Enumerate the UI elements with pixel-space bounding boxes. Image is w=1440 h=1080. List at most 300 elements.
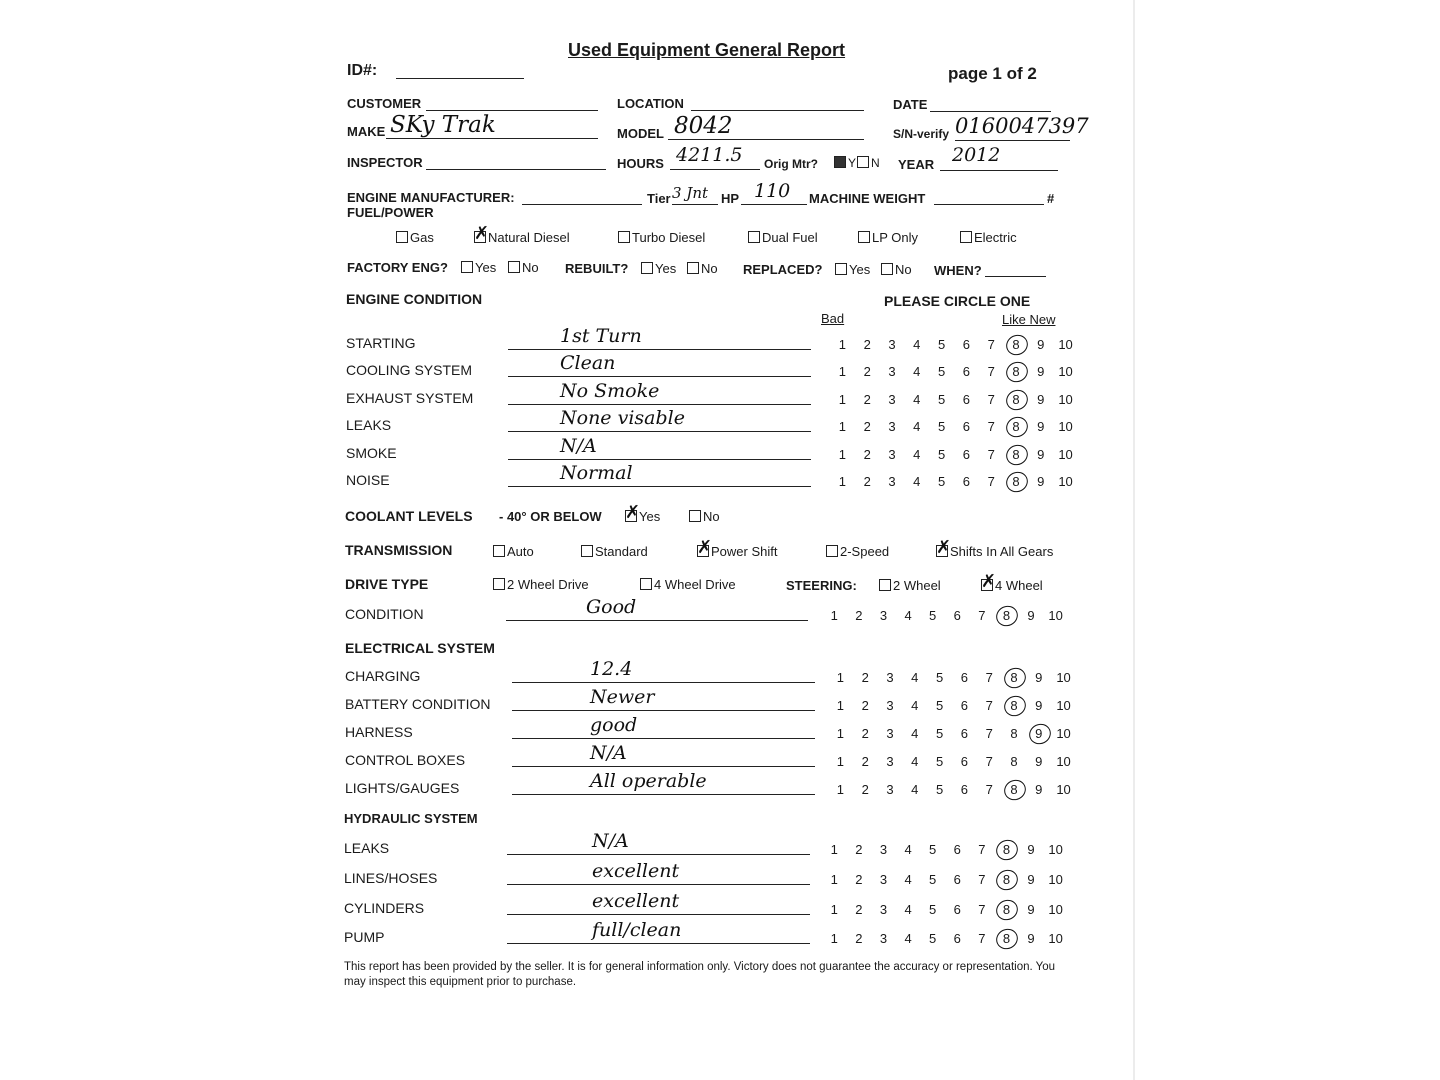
fuel-option-electric[interactable] <box>960 230 1017 245</box>
rating-option[interactable]: 3 <box>886 782 894 797</box>
rating-option[interactable]: 7 <box>987 392 995 407</box>
row-note-cooling-system: Clean <box>560 352 616 374</box>
row-note-field-leaks[interactable] <box>508 431 811 432</box>
rating-option[interactable]: 2 <box>861 670 869 685</box>
rating-option[interactable]: 9 <box>1037 474 1045 489</box>
rating-option[interactable]: 4 <box>911 782 919 797</box>
rebuilt-no[interactable] <box>687 261 718 276</box>
sn-value: 0160047397 <box>955 114 1089 138</box>
rating-option[interactable]: 8 <box>1004 337 1029 352</box>
rating-option[interactable]: 5 <box>935 782 944 797</box>
factory-eng-no[interactable] <box>508 260 539 275</box>
electrical-system-heading: ELECTRICAL SYSTEM <box>345 640 495 656</box>
rating-option[interactable]: 7 <box>987 337 995 352</box>
rating-option[interactable]: 3 <box>879 872 888 887</box>
rating-option[interactable]: 5 <box>937 392 946 407</box>
row-note-field-harness[interactable] <box>512 738 815 739</box>
rating-option[interactable]: 1 <box>836 698 845 713</box>
fuel-option-natural-diesel-checkbox[interactable] <box>474 231 486 243</box>
rating-option[interactable]: 5 <box>937 474 946 489</box>
fuel-option-gas-checkbox[interactable] <box>396 231 408 243</box>
rating-option[interactable]: 10 <box>1058 419 1073 434</box>
inspector-label: INSPECTOR <box>347 155 423 170</box>
rating-option[interactable]: 6 <box>960 754 968 769</box>
row-note-noise: Normal <box>560 462 633 484</box>
rating-option[interactable]: 9 <box>1037 337 1045 352</box>
rating-option[interactable]: 2 <box>863 364 871 379</box>
make-value: SKy Trak <box>390 112 496 138</box>
transmission-option-power-shift[interactable] <box>697 544 777 559</box>
rating-option[interactable]: 9 <box>1027 902 1035 917</box>
row-note-control-boxes: N/A <box>590 742 627 764</box>
fuel-option-dual-fuel-checkbox[interactable] <box>748 231 760 243</box>
rating-option[interactable]: 8 <box>1004 364 1029 379</box>
row-label-starting: STARTING <box>346 335 416 351</box>
rating-option[interactable]: 4 <box>904 842 912 857</box>
rating-option[interactable]: 8 <box>994 842 1019 857</box>
transmission-option-shifts-in-all-gears-text: Shifts In All Gears <box>950 544 1054 559</box>
rating-option[interactable]: 9 <box>1027 872 1035 887</box>
rating-option[interactable]: 5 <box>929 931 937 946</box>
rating-option[interactable]: 2 <box>861 754 869 769</box>
row-note-field-control-boxes[interactable] <box>512 766 815 767</box>
steering-option-2-wheel[interactable] <box>879 578 941 593</box>
rating-option[interactable]: 4 <box>913 419 921 434</box>
rating-option[interactable]: 6 <box>962 392 970 407</box>
rating-option[interactable]: 7 <box>987 364 995 379</box>
rating-option[interactable]: 6 <box>953 931 961 946</box>
transmission-option-shifts-in-all-gears-checkbox[interactable] <box>936 545 948 557</box>
row-label-smoke: SMOKE <box>346 445 397 461</box>
row-note-field-cylinders[interactable] <box>507 914 810 915</box>
rating-option[interactable]: 8 <box>994 872 1019 887</box>
rating-option[interactable]: 7 <box>985 726 993 741</box>
rating-option[interactable]: 7 <box>978 608 986 623</box>
rating-option[interactable]: 5 <box>937 364 946 379</box>
rating-option[interactable]: 10 <box>1048 902 1063 917</box>
rating-option[interactable]: 9 <box>1027 608 1035 623</box>
rating-option[interactable]: 1 <box>838 447 847 462</box>
rating-option[interactable]: 10 <box>1056 754 1071 769</box>
rating-option[interactable]: 7 <box>978 842 986 857</box>
rating-option[interactable]: 2 <box>855 608 863 623</box>
fuel-option-lp-only[interactable] <box>858 230 918 245</box>
orig-mtr-no[interactable] <box>857 156 880 170</box>
orig-mtr-label: Orig Mtr? <box>764 157 818 171</box>
rating-option[interactable]: 9 <box>1027 931 1035 946</box>
hydraulic-system-heading: HYDRAULIC SYSTEM <box>344 811 478 826</box>
rating-option[interactable]: 5 <box>929 608 937 623</box>
replaced-no[interactable] <box>881 262 912 277</box>
row-note-pump: full/clean <box>592 919 682 941</box>
transmission-option-auto[interactable] <box>493 544 534 559</box>
rating-option[interactable]: 6 <box>962 419 970 434</box>
rating-option[interactable]: 1 <box>838 474 847 489</box>
rating-option[interactable]: 2 <box>855 842 863 857</box>
coolant-no-checkbox[interactable] <box>689 510 701 522</box>
engine-manufacturer-field[interactable] <box>522 204 642 205</box>
rating-option[interactable]: 1 <box>830 872 838 887</box>
rating-option[interactable]: 8 <box>1002 782 1027 797</box>
rating-option[interactable]: 2 <box>863 419 871 434</box>
rating-option[interactable]: 8 <box>1002 670 1027 685</box>
rating-option[interactable]: 5 <box>935 754 944 769</box>
transmission-option-standard-text: Standard <box>595 544 648 559</box>
rating-option[interactable]: 6 <box>953 872 961 887</box>
rating-option[interactable]: 1 <box>836 670 845 685</box>
rating-option[interactable]: 4 <box>913 447 921 462</box>
rating-option[interactable]: 1 <box>838 392 847 407</box>
rating-option[interactable]: 10 <box>1048 931 1063 946</box>
rating-option[interactable]: 4 <box>911 726 919 741</box>
rating-option[interactable]: 10 <box>1056 782 1071 797</box>
drive-option-4-wheel-drive-text: 4 Wheel Drive <box>654 577 736 592</box>
rating-option[interactable]: 9 <box>1037 364 1045 379</box>
steering-option-4-wheel-checkbox[interactable] <box>981 579 993 591</box>
drive-option-4-wheel-drive[interactable] <box>640 577 736 592</box>
rating-option[interactable]: 8 <box>1002 698 1027 713</box>
rating-option[interactable]: 9 <box>1027 842 1035 857</box>
hp-field[interactable] <box>741 204 807 205</box>
rating-scale-charging <box>828 670 1076 685</box>
rating-scale-starting <box>830 337 1078 352</box>
rating-option[interactable]: 6 <box>960 726 968 741</box>
customer-field[interactable] <box>426 110 598 111</box>
rating-option[interactable]: 8 <box>994 931 1019 946</box>
row-note-field-condition[interactable] <box>506 620 808 621</box>
fuel-option-lp-only-text: LP Only <box>872 230 919 245</box>
factory-eng-no-checkbox[interactable] <box>508 261 520 273</box>
rating-option[interactable]: 9 <box>1026 726 1051 741</box>
fuel-option-turbo-diesel-checkbox[interactable] <box>618 231 630 243</box>
year-value: 2012 <box>952 144 1001 166</box>
rating-option[interactable]: 6 <box>962 447 970 462</box>
rating-option[interactable]: 1 <box>836 754 845 769</box>
rating-option[interactable]: 7 <box>985 698 993 713</box>
rating-option[interactable]: 10 <box>1048 608 1063 623</box>
rating-scale-leaks <box>822 842 1068 857</box>
replaced-yes-checkbox[interactable] <box>835 263 847 275</box>
coolant-no[interactable] <box>689 509 720 524</box>
row-note-field-charging[interactable] <box>512 682 815 683</box>
rating-option[interactable]: 3 <box>879 608 888 623</box>
row-note-smoke: N/A <box>560 435 597 457</box>
factory-eng-yes-checkbox[interactable] <box>461 261 473 273</box>
id-label: ID#: <box>347 62 378 79</box>
rating-option[interactable]: 4 <box>904 608 912 623</box>
rating-option[interactable]: 3 <box>879 931 888 946</box>
rating-option[interactable]: 6 <box>960 698 968 713</box>
rating-option[interactable]: 3 <box>886 754 894 769</box>
drive-option-2-wheel-drive[interactable] <box>493 577 589 592</box>
rating-option[interactable]: 9 <box>1035 670 1043 685</box>
rating-option[interactable]: 8 <box>1004 474 1029 489</box>
row-label-control-boxes: CONTROL BOXES <box>345 752 466 768</box>
rating-option[interactable]: 7 <box>978 902 986 917</box>
rating-option[interactable]: 3 <box>879 902 888 917</box>
rating-option[interactable]: 6 <box>953 902 961 917</box>
model-value: 8042 <box>674 113 733 139</box>
replaced-yes[interactable] <box>835 262 870 277</box>
rating-option[interactable]: 4 <box>913 392 921 407</box>
rating-option[interactable]: 2 <box>863 447 871 462</box>
rating-scale-control-boxes <box>828 754 1076 769</box>
rating-option[interactable]: 10 <box>1058 447 1073 462</box>
steering-option-2-wheel-checkbox[interactable] <box>879 579 891 591</box>
rating-option[interactable]: 8 <box>994 902 1019 917</box>
rating-option[interactable]: 3 <box>888 447 896 462</box>
rating-option[interactable]: 6 <box>962 364 970 379</box>
rating-option[interactable]: 2 <box>863 392 871 407</box>
rating-option[interactable]: 4 <box>904 931 912 946</box>
rating-option[interactable]: 9 <box>1037 419 1045 434</box>
model-label: MODEL <box>617 126 664 141</box>
when-label: WHEN? <box>934 263 982 278</box>
rating-scale-pump <box>822 931 1068 946</box>
rating-option[interactable]: 4 <box>913 474 921 489</box>
rating-option[interactable]: 3 <box>886 670 894 685</box>
rating-option[interactable]: 5 <box>937 337 946 352</box>
transmission-option-shifts-in-all-gears[interactable] <box>936 544 1053 559</box>
steering-option-4-wheel[interactable] <box>981 578 1043 593</box>
rating-option[interactable]: 7 <box>978 872 986 887</box>
rating-option[interactable]: 6 <box>960 670 968 685</box>
inspector-field[interactable] <box>426 169 606 170</box>
drive-option-4-wheel-drive-checkbox[interactable] <box>640 578 652 590</box>
rating-option[interactable]: 8 <box>1004 392 1029 407</box>
rating-option[interactable]: 1 <box>836 726 845 741</box>
rating-option[interactable]: 2 <box>861 726 869 741</box>
id-field[interactable] <box>396 78 524 79</box>
fuel-option-natural-diesel[interactable] <box>474 230 570 245</box>
steering-option-2-wheel-text: 2 Wheel <box>893 578 941 593</box>
transmission-option-standard-checkbox[interactable] <box>581 545 593 557</box>
rating-option[interactable]: 8 <box>1010 726 1018 741</box>
rating-option[interactable]: 5 <box>929 842 937 857</box>
row-note-field-smoke[interactable] <box>508 459 811 460</box>
rating-option[interactable]: 3 <box>888 337 896 352</box>
transmission-option-auto-checkbox[interactable] <box>493 545 505 557</box>
row-note-field-leaks[interactable] <box>507 854 810 855</box>
rating-option[interactable]: 1 <box>830 931 838 946</box>
fuel-option-gas[interactable] <box>396 230 434 245</box>
rating-option[interactable]: 5 <box>937 447 946 462</box>
row-label-leaks: LEAKS <box>346 417 392 433</box>
rating-option[interactable]: 10 <box>1048 842 1063 857</box>
orig-mtr-yes-text: Y <box>848 156 857 170</box>
rating-option[interactable]: 1 <box>838 419 847 434</box>
rating-scale-smoke <box>830 447 1078 462</box>
rating-option[interactable]: 3 <box>888 419 896 434</box>
rating-option[interactable]: 10 <box>1058 474 1073 489</box>
rating-option[interactable]: 10 <box>1058 364 1073 379</box>
row-note-starting: 1st Turn <box>560 325 642 347</box>
rating-option[interactable]: 9 <box>1035 782 1043 797</box>
transmission-option-2-speed[interactable] <box>826 544 889 559</box>
transmission-option-2-speed-checkbox[interactable] <box>826 545 838 557</box>
fuel-option-gas-text: Gas <box>410 230 434 245</box>
rating-option[interactable]: 1 <box>830 842 838 857</box>
transmission-option-auto-text: Auto <box>507 544 534 559</box>
row-note-field-starting[interactable] <box>508 349 811 350</box>
rating-option[interactable]: 5 <box>929 872 937 887</box>
row-note-field-lines-hoses[interactable] <box>507 884 810 885</box>
date-field[interactable] <box>930 111 1051 112</box>
factory-eng-yes-text: Yes <box>475 260 497 275</box>
year-field[interactable] <box>940 170 1058 171</box>
rating-option[interactable]: 8 <box>994 608 1019 623</box>
when-field[interactable] <box>985 276 1046 277</box>
rating-option[interactable]: 10 <box>1056 698 1071 713</box>
rating-option[interactable]: 6 <box>953 608 961 623</box>
rating-option[interactable]: 1 <box>838 364 847 379</box>
rating-option[interactable]: 10 <box>1058 337 1073 352</box>
engine-condition-heading: ENGINE CONDITION <box>346 291 483 307</box>
row-label-lights-gauges: LIGHTS/GAUGES <box>345 780 460 796</box>
coolant-yes[interactable] <box>625 509 660 524</box>
orig-mtr-yes-checkbox[interactable] <box>834 156 846 168</box>
rating-option[interactable]: 5 <box>929 902 937 917</box>
make-field[interactable] <box>386 138 598 139</box>
model-field[interactable] <box>668 139 864 140</box>
rating-option[interactable]: 9 <box>1037 447 1045 462</box>
rating-option[interactable]: 3 <box>888 392 896 407</box>
rating-option[interactable]: 2 <box>861 698 869 713</box>
rating-option[interactable]: 1 <box>836 782 845 797</box>
rating-option[interactable]: 8 <box>1004 419 1029 434</box>
rebuilt-yes-text: Yes <box>655 261 677 276</box>
rating-option[interactable]: 2 <box>861 782 869 797</box>
sn-field[interactable] <box>955 140 1070 141</box>
rating-option[interactable]: 4 <box>904 872 912 887</box>
transmission-option-standard[interactable] <box>581 544 648 559</box>
rating-option[interactable]: 2 <box>855 931 863 946</box>
rating-option[interactable]: 10 <box>1058 392 1073 407</box>
tier-field[interactable] <box>672 204 718 205</box>
tier-label: Tier <box>647 191 671 206</box>
orig-mtr-yes[interactable] <box>834 156 856 170</box>
row-note-field-noise[interactable] <box>508 486 811 487</box>
rating-option[interactable]: 9 <box>1037 392 1045 407</box>
rating-option[interactable]: 4 <box>911 670 919 685</box>
fuel-option-electric-text: Electric <box>974 230 1017 245</box>
rating-option[interactable]: 8 <box>1004 447 1029 462</box>
rating-scale-noise <box>830 474 1078 489</box>
rating-option[interactable]: 7 <box>987 447 995 462</box>
customer-label: CUSTOMER <box>347 96 422 111</box>
rating-option[interactable]: 6 <box>960 782 968 797</box>
rating-option[interactable]: 1 <box>830 608 838 623</box>
row-note-field-battery-condition[interactable] <box>512 710 815 711</box>
fuel-option-natural-diesel-text: Natural Diesel <box>488 230 570 245</box>
rating-option[interactable]: 9 <box>1035 754 1043 769</box>
row-note-field-cooling-system[interactable] <box>508 376 811 377</box>
fuel-option-electric-checkbox[interactable] <box>960 231 972 243</box>
rating-option[interactable]: 5 <box>935 698 944 713</box>
rating-option[interactable]: 3 <box>886 726 894 741</box>
rating-option[interactable]: 3 <box>886 698 894 713</box>
fuel-option-turbo-diesel[interactable] <box>618 230 705 245</box>
rating-option[interactable]: 3 <box>879 842 888 857</box>
rating-option[interactable]: 7 <box>978 931 986 946</box>
drive-option-2-wheel-drive-text: 2 Wheel Drive <box>507 577 589 592</box>
factory-eng-label: FACTORY ENG? <box>347 260 448 275</box>
rating-option[interactable]: 2 <box>855 872 863 887</box>
rebuilt-no-checkbox[interactable] <box>687 262 699 274</box>
rating-option[interactable]: 7 <box>985 782 993 797</box>
coolant-levels-label: COOLANT LEVELS <box>345 508 473 524</box>
rating-option[interactable]: 7 <box>985 670 993 685</box>
fuel-option-lp-only-checkbox[interactable] <box>858 231 870 243</box>
rebuilt-yes[interactable] <box>641 261 676 276</box>
rating-option[interactable]: 3 <box>888 474 896 489</box>
steering-label: STEERING: <box>786 578 857 593</box>
rating-option[interactable]: 10 <box>1048 872 1063 887</box>
rating-option[interactable]: 6 <box>962 337 970 352</box>
row-note-field-pump[interactable] <box>507 943 810 944</box>
transmission-option-power-shift-checkbox[interactable] <box>697 545 709 557</box>
rating-option[interactable]: 7 <box>987 474 995 489</box>
rating-option[interactable]: 5 <box>935 726 944 741</box>
rating-option[interactable]: 4 <box>911 698 919 713</box>
rating-option[interactable]: 2 <box>855 902 863 917</box>
row-note-field-lights-gauges[interactable] <box>512 794 815 795</box>
rating-option[interactable]: 3 <box>888 364 896 379</box>
rating-option[interactable]: 6 <box>953 842 961 857</box>
rating-option[interactable]: 2 <box>863 337 871 352</box>
rating-option[interactable]: 6 <box>962 474 970 489</box>
transmission-label: TRANSMISSION <box>345 542 453 558</box>
rating-option[interactable]: 4 <box>913 364 921 379</box>
make-label: MAKE <box>347 124 386 139</box>
fuel-option-dual-fuel[interactable] <box>748 230 818 245</box>
rating-option[interactable]: 10 <box>1056 670 1071 685</box>
rating-option[interactable]: 7 <box>985 754 993 769</box>
rating-option[interactable]: 7 <box>987 419 995 434</box>
rating-scale-cylinders <box>822 902 1068 917</box>
rebuilt-label: REBUILT? <box>565 261 629 276</box>
row-note-field-exhaust-system[interactable] <box>508 404 811 405</box>
replaced-no-checkbox[interactable] <box>881 263 893 275</box>
row-note-lights-gauges: All operable <box>590 770 707 792</box>
hp-label: HP <box>721 191 740 206</box>
coolant-yes-checkbox[interactable] <box>625 510 637 522</box>
rating-option[interactable]: 4 <box>913 337 921 352</box>
rating-option[interactable]: 4 <box>911 754 919 769</box>
row-note-charging: 12.4 <box>590 658 633 680</box>
orig-mtr-no-checkbox[interactable] <box>857 156 869 168</box>
drive-option-2-wheel-drive-checkbox[interactable] <box>493 578 505 590</box>
rating-option[interactable]: 8 <box>1010 754 1018 769</box>
engine-manufacturer-label: ENGINE MANUFACTURER: <box>347 190 515 205</box>
rating-option[interactable]: 10 <box>1056 726 1071 741</box>
hours-field[interactable] <box>670 169 760 170</box>
rating-option[interactable]: 9 <box>1035 698 1043 713</box>
machine-weight-field[interactable] <box>934 204 1044 205</box>
location-field[interactable] <box>691 110 864 111</box>
rating-option[interactable]: 4 <box>904 902 912 917</box>
factory-eng-yes[interactable] <box>461 260 496 275</box>
rating-option[interactable]: 1 <box>838 337 847 352</box>
row-label-condition: CONDITION <box>345 606 424 622</box>
rating-option[interactable]: 1 <box>830 902 838 917</box>
rebuilt-yes-checkbox[interactable] <box>641 262 653 274</box>
machine-weight-label: MACHINE WEIGHT <box>809 191 926 206</box>
page-edge-divider <box>1133 0 1135 1080</box>
rating-option[interactable]: 2 <box>863 474 871 489</box>
rating-option[interactable]: 5 <box>937 419 946 434</box>
rating-option[interactable]: 5 <box>935 670 944 685</box>
